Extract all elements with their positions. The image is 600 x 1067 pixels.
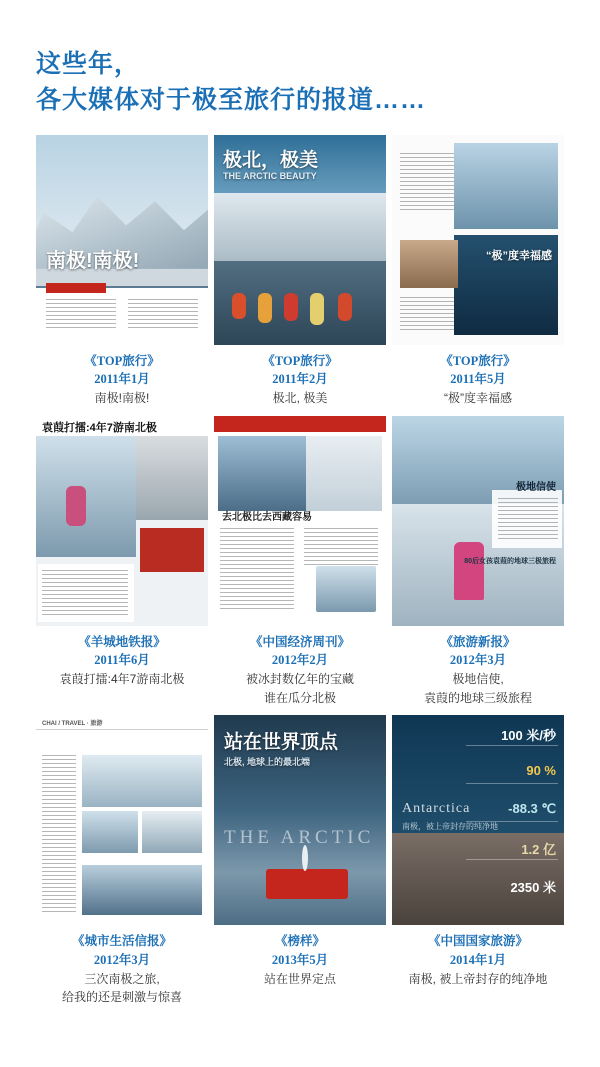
media-item-china-national-travel-2014-01[interactable] <box>392 715 564 1007</box>
cover-stat-4: 1.2 亿 <box>521 842 556 858</box>
publication-date: 2013年5月 <box>271 953 329 968</box>
publication-date: 2014年1月 <box>449 953 507 968</box>
cover-title: 袁葭打擂:4年7游南北极 <box>42 421 157 434</box>
cover-subtitle: 南极，被上帝封存的纯净地 <box>402 822 498 832</box>
item-caption <box>264 932 336 988</box>
magazine-thumbnail[interactable] <box>392 715 564 925</box>
item-caption <box>246 633 354 708</box>
article-title: 极北, 极美 <box>272 391 328 405</box>
magazine-thumbnail[interactable] <box>214 416 386 626</box>
cover-title: 南极!南极! <box>46 249 140 272</box>
magazine-thumbnail[interactable] <box>392 135 564 345</box>
article-title-line-1: 极地信使, <box>452 672 504 687</box>
article-title-line-2: 谁在瓜分北极 <box>263 690 336 705</box>
publication-date: 2011年5月 <box>450 372 506 387</box>
media-item-travel-news-2012-03[interactable] <box>392 416 564 708</box>
media-item-role-model-2013-05[interactable] <box>214 715 386 1007</box>
item-caption <box>262 352 337 408</box>
headline-line-2: 各大媒体对于极至旅行的报道…… <box>36 86 427 115</box>
media-item-top-travel-2011-01[interactable] <box>36 135 208 408</box>
article-title: 南极!南极! <box>94 391 150 405</box>
media-item-yangcheng-metro-2011-06[interactable] <box>36 416 208 708</box>
article-title: 袁葭打擂:4年7游南北极 <box>59 672 185 687</box>
cover-subtitle: 北极, 地球上的最北端 <box>224 757 311 768</box>
magazine-thumbnail[interactable] <box>36 135 208 345</box>
media-item-china-economic-weekly-2012-02[interactable] <box>214 416 386 708</box>
media-item-city-life-news-2012-03[interactable] <box>36 715 208 1007</box>
media-item-top-travel-2011-02[interactable] <box>214 135 386 408</box>
publication-date: 2011年6月 <box>94 653 150 668</box>
headline-line-1: 这些年， <box>36 50 141 78</box>
magazine-thumbnail[interactable] <box>214 135 386 345</box>
magazine-thumbnail[interactable] <box>36 715 208 925</box>
publication-date: 2011年2月 <box>272 372 328 387</box>
cover-title: “极”度幸福感 <box>486 249 552 262</box>
media-coverage-grid <box>18 135 582 1007</box>
cover-stat-3: -88.3 ℃ <box>508 801 556 817</box>
magazine-thumbnail[interactable] <box>392 416 564 626</box>
cover-title: 极地信使 <box>516 481 556 493</box>
cover-subtitle: 80后女孩袁葭的地球三极旅程 <box>464 557 556 565</box>
article-title-line-1: 被冰封数亿年的宝藏 <box>245 672 354 687</box>
publication-name: 《羊城地铁报》 <box>78 634 166 649</box>
cover-title: Antarctica <box>402 801 471 817</box>
publication-date: 2012年2月 <box>271 653 329 668</box>
article-title: “极”度幸福感 <box>443 391 512 405</box>
cover-stat-5: 2350 米 <box>510 880 556 896</box>
publication-date: 2012年3月 <box>449 653 507 668</box>
article-title-line-1: 三次南极之旅, <box>84 971 160 986</box>
publication-name: 《TOP旅行》 <box>84 353 160 368</box>
cover-title: 站在世界顶点 <box>224 732 339 754</box>
article-title: 南极, 被上帝封存的纯净地 <box>408 971 548 986</box>
publication-name: 《城市生活信报》 <box>71 934 172 949</box>
publication-date: 2011年1月 <box>94 372 150 387</box>
publication-name: 《TOP旅行》 <box>262 353 338 368</box>
item-caption <box>440 352 515 408</box>
publication-name: 《中国经济周刊》 <box>249 634 350 649</box>
cover-title: 极北，极美 <box>223 149 319 171</box>
publication-name: 《旅游新报》 <box>440 634 516 649</box>
publication-name: 《榜样》 <box>274 934 325 949</box>
item-caption <box>60 633 185 689</box>
item-caption <box>62 932 182 1007</box>
item-caption <box>424 633 532 708</box>
cover-stat-1: 100 米/秒 <box>501 728 556 744</box>
cover-title: 去北极比去西藏容易 <box>222 511 312 523</box>
magazine-thumbnail[interactable] <box>36 416 208 626</box>
cover-title: CHAI / TRAVEL · 旅游 <box>42 721 103 728</box>
grid-row <box>36 135 564 408</box>
grid-row <box>36 715 564 1007</box>
page-title <box>18 0 582 119</box>
media-item-top-travel-2011-05[interactable] <box>392 135 564 408</box>
item-caption <box>84 352 159 408</box>
cover-stat-2: 90 % <box>526 763 556 779</box>
article-title: 站在世界定点 <box>263 971 336 986</box>
publication-date: 2012年3月 <box>93 953 151 968</box>
article-title-line-2: 给我的还是刺激与惊喜 <box>61 990 182 1005</box>
magazine-thumbnail[interactable] <box>214 715 386 925</box>
cover-wordmark: THE ARCTIC <box>224 827 375 849</box>
grid-row <box>36 416 564 708</box>
article-title-line-2: 袁葭的地球三级旅程 <box>423 690 532 705</box>
item-caption <box>409 932 548 988</box>
publication-name: 《中国国家旅游》 <box>427 934 528 949</box>
publication-name: 《TOP旅行》 <box>440 353 516 368</box>
cover-subtitle: THE ARCTIC BEAUTY <box>223 170 317 181</box>
